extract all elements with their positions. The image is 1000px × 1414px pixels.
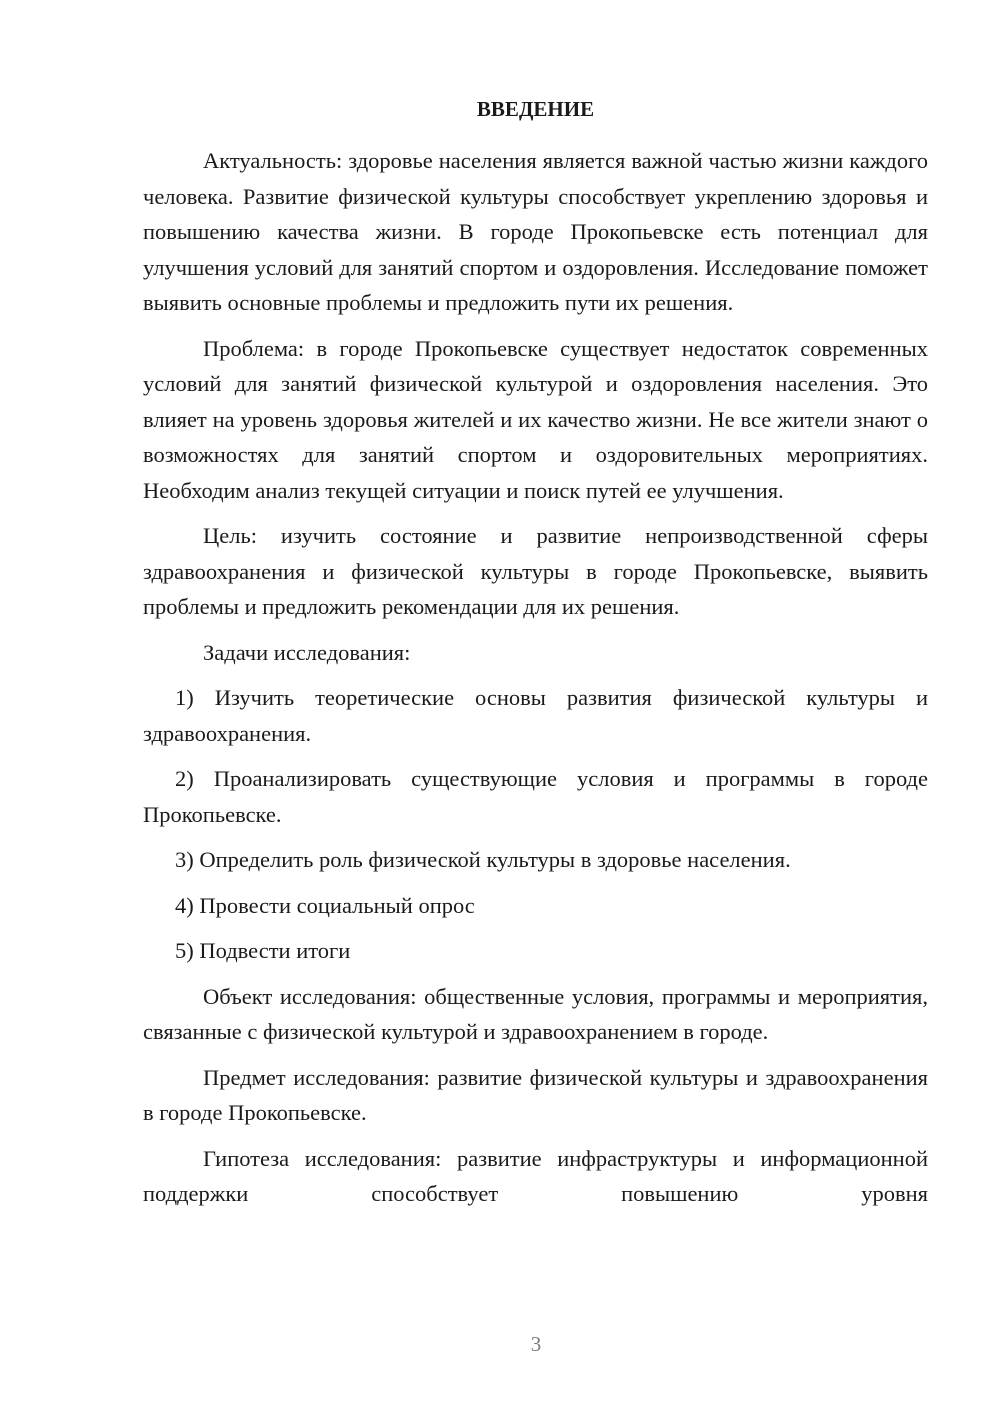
task-item-3: 3) Определить роль физической культуры в здоровье населения.	[175, 847, 791, 872]
document-page	[143, 92, 928, 1222]
object-paragraph: Объект исследования: общественные условия, программы и мероприятия, связанные с физической культурой и здравоохранением в городе.	[143, 983, 928, 1044]
section-title: ВВЕДЕНИЕ	[476, 97, 595, 121]
hypothesis-paragraph: Гипотеза исследования: развитие инфраструктуры и информационной поддержки способствует повышению уровня	[143, 1145, 928, 1206]
task-item-1: 1) Изучить теоретические основы развития физической культуры и здравоохранения.	[143, 685, 928, 746]
relevance-paragraph: Актуальность: здоровье населения является важной частью жизни каждого человека. Развитие физической культуры способствует укреплению здоровья и повышению качества жизни. В городе Прокопьевске есть потенциал для улучшения условий для занятий спортом и оздоровления. Исследование поможет выявить основные проблемы и предложить пути их решения.	[143, 148, 928, 315]
page-number: 3	[530, 1332, 542, 1356]
tasks-heading: Задачи исследования:	[203, 639, 411, 665]
task-item-5: 5) Подвести итоги	[175, 938, 351, 963]
task-item-2: 2) Проанализировать существующие условия и программы в городе Прокопьевске.	[143, 766, 928, 827]
task-item-4: 4) Провести социальный опрос	[175, 892, 475, 918]
subject-paragraph: Предмет исследования: развитие физической культуры и здравоохранения в городе Прокопьевске.	[143, 1064, 928, 1125]
goal-paragraph: Цель: изучить состояние и развитие непроизводственной сферы здравоохранения и физической культуры в городе Прокопьевске, выявить проблемы и предложить рекомендации для их решения.	[143, 523, 928, 619]
problem-paragraph: Проблема: в городе Прокопьевске существует недостаток современных условий для занятий физической культурой и оздоровления населения. Это влияет на уровень здоровья жителей и их качество жизни. Не все жители знают о возможностях для занятий спортом и оздоровительных мероприятиях. Необходим анализ текущей ситуации и поиск путей ее улучшения.	[143, 335, 928, 503]
